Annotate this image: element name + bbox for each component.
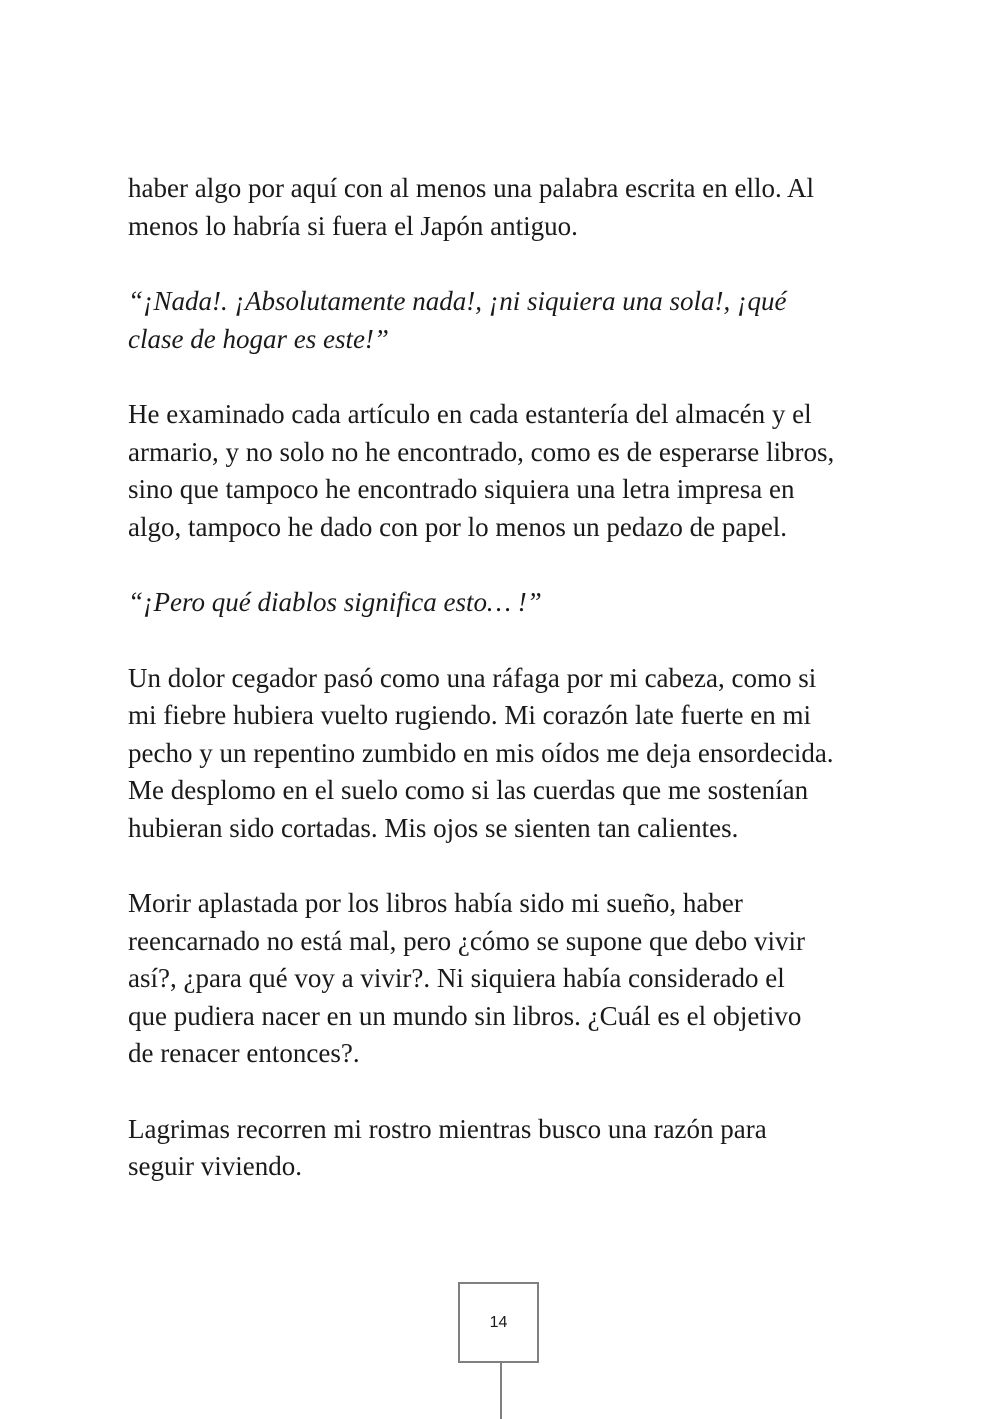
paragraph [128,1111,898,1186]
text-line: Lagrimas recorren mi rostro mientras busco una razón para [128,1113,767,1144]
text-line: seguir viviendo. [128,1151,302,1181]
text-line: que pudiera nacer en un mundo sin libros. ¿Cuál es el objetivo [128,1000,802,1031]
paragraph [128,660,898,848]
text-line: menos lo habría si fuera el Japón antiguo. [128,210,578,241]
text-line: pecho y un repentino zumbido en mis oídos me deja ensordecida. [128,737,834,768]
page-number: 14 [489,1313,508,1331]
paragraph [128,396,898,546]
text-line: armario, y no solo no he encontrado, como es de esperarse libros, [128,436,835,467]
text-line: algo, tampoco he dado con por lo menos un pedazo de papel. [128,511,788,542]
text-line: Morir aplastada por los libros había sido mi sueño, haber [128,888,743,918]
text-line: así?, ¿para qué voy a vivir?. Ni siquiera había considerado el [128,963,785,993]
page-number-stem [500,1363,502,1419]
page-number-box [458,1282,539,1363]
text-line: mi fiebre hubiera vuelto rugiendo. Mi corazón late fuerte en mi [128,700,811,730]
paragraph [128,170,898,245]
text-line: sino que tampoco he encontrado siquiera una letra impresa en [128,474,795,504]
text-line: hubieran sido cortadas. Mis ojos se sienten tan calientes. [128,812,739,843]
text-line: “¡Pero qué diablos significa esto… !” [128,587,542,617]
text-line: Un dolor cegador pasó como una ráfaga por mi cabeza, como si [128,662,817,693]
text-line: Me desplomo en el suelo como si las cuerdas que me sostenían [128,775,809,805]
text-line: “¡Nada!. ¡Absolutamente nada!, ¡ni siquiera una sola!, ¡qué [128,286,787,316]
text-line: reencarnado no está mal, pero ¿cómo se supone que debo vivir [128,925,806,956]
page-body [128,170,898,1224]
dialogue-paragraph [128,283,898,358]
paragraph [128,885,898,1073]
text-line: clase de hogar es este!” [128,323,389,354]
text-line: haber algo por aquí con al menos una palabra escrita en ello. Al [128,173,814,203]
text-line: He examinado cada artículo en cada estantería del almacén y el [128,399,812,429]
text-line: de renacer entonces?. [128,1038,360,1068]
dialogue-paragraph [128,584,898,622]
